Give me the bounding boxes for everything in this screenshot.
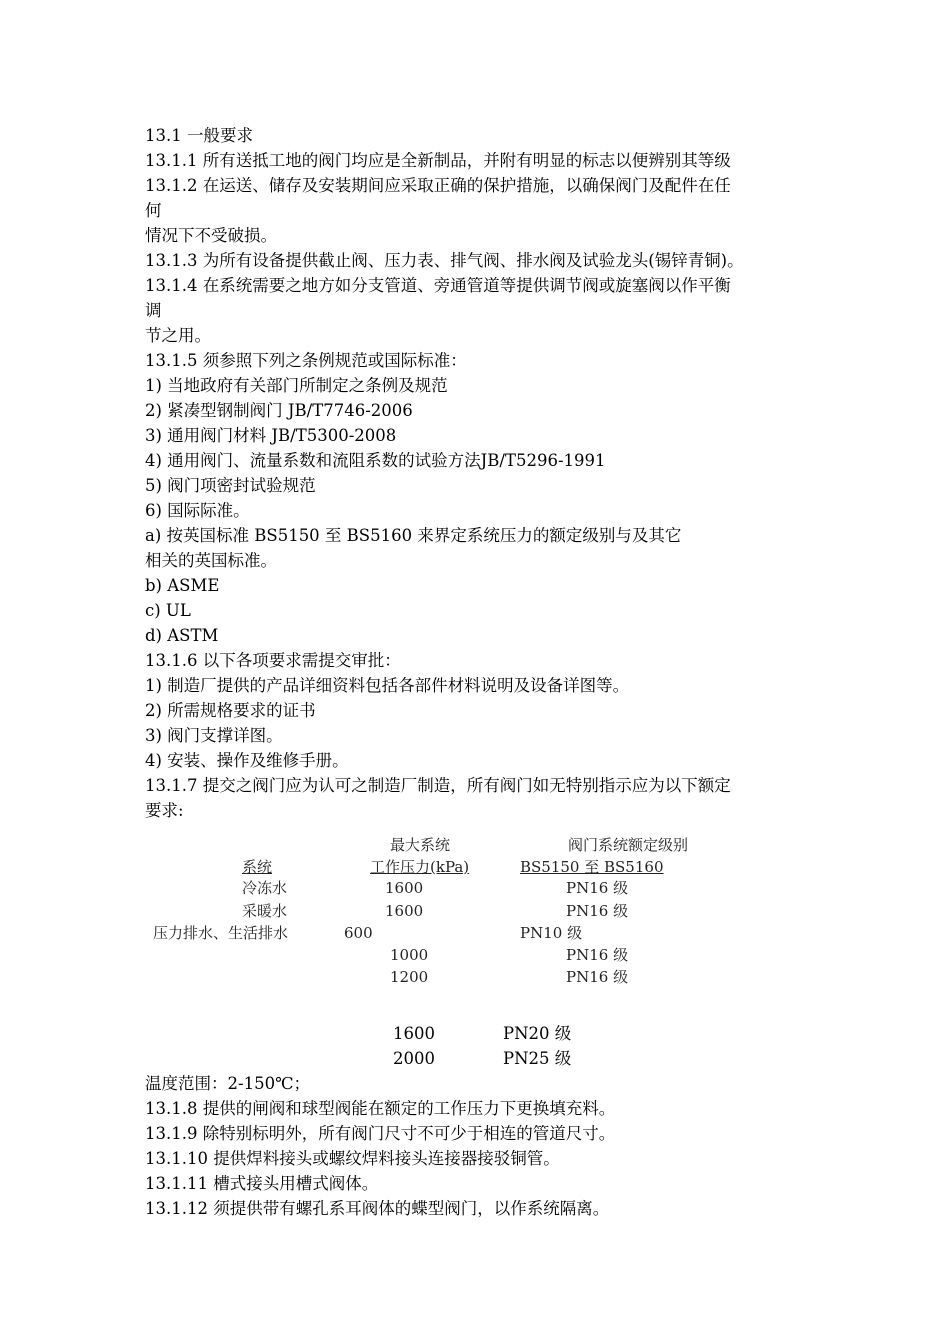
- table-cell-rating: PN16 级: [566, 946, 629, 964]
- table-cell-pressure: 1000: [390, 946, 429, 964]
- table-cell-pressure: 1600: [385, 879, 424, 897]
- table-cell-rating: PN16 级: [566, 968, 629, 986]
- text-line: 13.1.3 为所有设备提供截止阀、压力表、排气阀、排水阀及试验龙头(锡锌青铜)。: [145, 251, 744, 270]
- text-line: 13.1.12 须提供带有螺孔系耳阀体的蝶型阀门，以作系统隔离。: [145, 1199, 610, 1218]
- list-item: 2) 紧凑型钢制阀门 JB/T7746-2006: [145, 401, 413, 420]
- text-line: 13.1.2 在运送、储存及安装期间应采取正确的保护措施，以确保阀门及配件在任: [145, 176, 731, 195]
- table-cell-system: 采暖水: [242, 902, 288, 920]
- text-line: 13.1.5 须参照下列之条例规范或国际标准：: [145, 351, 467, 370]
- list-item: 2) 所需规格要求的证书: [145, 701, 316, 720]
- list-item: 5) 阀门项密封试验规范: [145, 476, 316, 495]
- list-item: b) ASME: [145, 576, 220, 595]
- text-line: 调: [145, 301, 162, 320]
- table-cell-pressure: 600: [344, 924, 373, 942]
- table-cell-rating: PN16 级: [566, 902, 629, 920]
- table-cell-pressure: 1200: [390, 968, 429, 986]
- list-item: 4) 通用阀门、流量系数和流阻系数的试验方法JB/T5296-1991: [145, 451, 606, 470]
- text-line: 相关的英国标准。: [145, 551, 277, 570]
- table-cell-system: 冷冻水: [242, 879, 288, 897]
- list-item: 3) 通用阀门材料 JB/T5300-2008: [145, 426, 397, 445]
- table-cell-rating: PN10 级: [520, 924, 583, 942]
- text-line: 何: [145, 201, 162, 220]
- header-system: 系统: [242, 858, 273, 876]
- header-rating-line1: 阀门系统额定级别: [568, 836, 689, 854]
- list-item: 4) 安装、操作及维修手册。: [145, 751, 349, 770]
- table-cell-rating: PN16 级: [566, 879, 629, 897]
- text-line: 13.1.10 提供焊料接头或螺纹焊料接头连接器接驳铜管。: [145, 1149, 560, 1168]
- extra-rating: PN25 级: [503, 1049, 572, 1068]
- list-item: c) UL: [145, 601, 191, 620]
- extra-rating: PN20 级: [503, 1024, 572, 1043]
- list-item: 3) 阀门支撑详图。: [145, 726, 283, 745]
- text-line: 13.1.4 在系统需要之地方如分支管道、旁通管道等提供调节阀或旋塞阀以作平衡: [145, 276, 731, 295]
- table-cell-system: 压力排水、生活排水: [153, 924, 289, 942]
- section-heading: 13.1 一般要求: [145, 126, 253, 145]
- extra-pressure: 2000: [393, 1049, 435, 1068]
- list-item: a) 按英国标准 BS5150 至 BS5160 来界定系统压力的额定级别与及其它: [145, 526, 682, 545]
- text-line: 13.1.1 所有送抵工地的阀门均应是全新制品，并附有明显的标志以便辨别其等级: [145, 151, 731, 170]
- list-item: d) ASTM: [145, 626, 219, 645]
- list-item: 1) 制造厂提供的产品详细资料包括各部件材料说明及设备详图等。: [145, 676, 630, 695]
- text-line: 节之用。: [145, 326, 211, 345]
- text-line: 13.1.9 除特别标明外，所有阀门尺寸不可少于相连的管道尺寸。: [145, 1124, 616, 1143]
- extra-pressure: 1600: [393, 1024, 435, 1043]
- text-line: 13.1.6 以下各项要求需提交审批：: [145, 651, 401, 670]
- header-rating-line2: BS5150 至 BS5160: [520, 858, 664, 876]
- header-pressure-line2: 工作压力(kPa): [370, 858, 470, 876]
- list-item: 1) 当地政府有关部门所制定之条例及规范: [145, 376, 448, 395]
- text-line: 情况下不受破损。: [145, 226, 277, 245]
- table-cell-pressure: 1600: [385, 902, 424, 920]
- text-line: 13.1.8 提供的闸阀和球型阀能在额定的工作压力下更换填充料。: [145, 1099, 616, 1118]
- header-pressure-line1: 最大系统: [390, 836, 451, 854]
- list-item: 6) 国际际准。: [145, 501, 250, 520]
- text-line: 13.1.11 槽式接头用槽式阀体。: [145, 1174, 379, 1193]
- text-line: 13.1.7 提交之阀门应为认可之制造厂制造，所有阀门如无特别指示应为以下额定: [145, 776, 731, 795]
- text-line: 要求:: [145, 801, 184, 820]
- text-line: 温度范围：2-150℃；: [145, 1074, 311, 1093]
